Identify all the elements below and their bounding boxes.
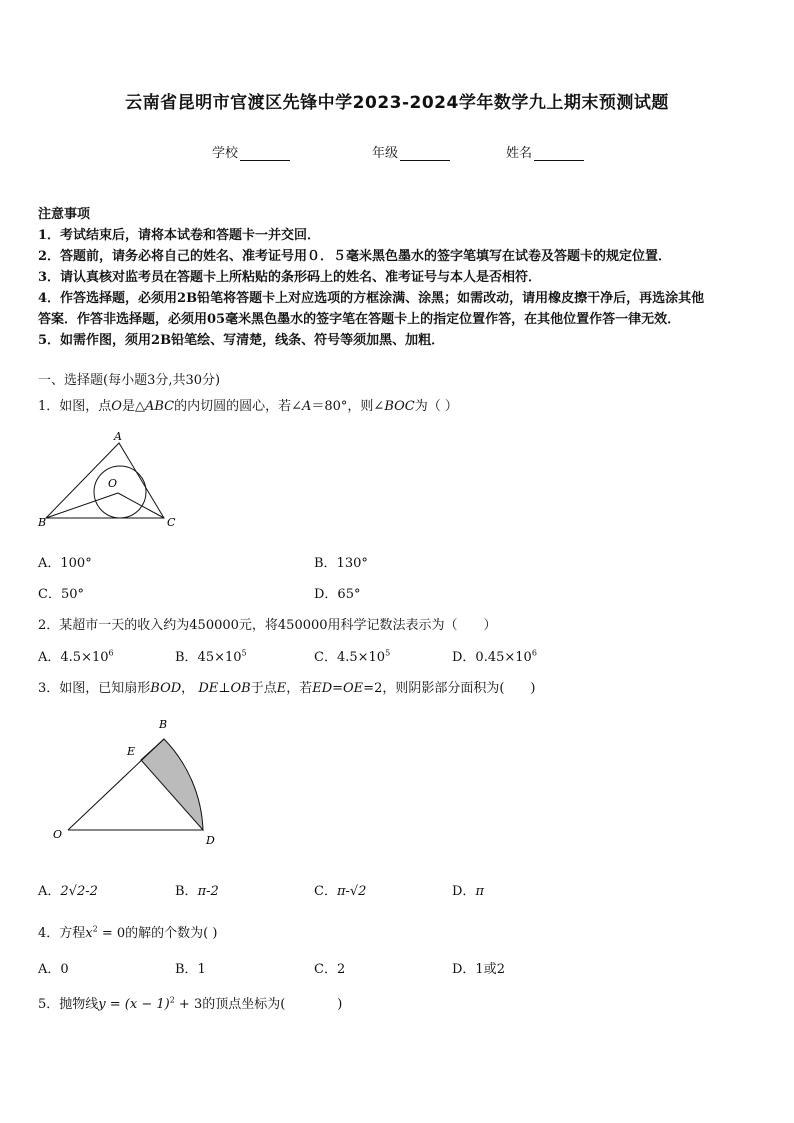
label-C: C bbox=[167, 516, 176, 529]
notes-heading: 注意事项 bbox=[38, 207, 91, 222]
note-item: 答案．作答非选择题，必须用05毫米黑色墨水的签字笔在答题卡上的指定位置作答，在其他位置作答一律无效． bbox=[38, 312, 681, 327]
question-3-figure bbox=[48, 714, 228, 850]
section-heading: 一、选择题(每小题3分,共30分) bbox=[38, 373, 221, 388]
grade-blank[interactable] bbox=[400, 148, 450, 161]
page-title: 云南省昆明市官渡区先锋中学2023-2024学年数学九上期末预测试题 bbox=[125, 93, 669, 113]
q4-option-d[interactable]: D．1或2 bbox=[452, 962, 505, 977]
school-blank[interactable] bbox=[240, 148, 290, 161]
q1-option-b[interactable]: B．130° bbox=[314, 556, 368, 571]
q1-option-d[interactable]: D．65° bbox=[314, 587, 361, 602]
label-A: A bbox=[114, 430, 122, 443]
q2-option-d[interactable]: D．$0.45\times 10^6$ bbox=[452, 648, 537, 665]
label-B: B bbox=[159, 718, 168, 731]
label-E: E bbox=[127, 745, 136, 758]
question-1-figure bbox=[34, 428, 184, 530]
note-item: 4．作答选择题，必须用2B铅笔将答题卡上对应选项的方框涂满、涂黑；如需改动，请用橡皮擦干净后，再选涂其他 bbox=[38, 291, 705, 306]
label-D: D bbox=[206, 834, 215, 847]
name-field bbox=[506, 142, 584, 161]
question-3-stem: 3．如图，已知扇形BOD， DE⊥OB于点E，若ED=OE=2，则阴影部分面积为( ) bbox=[38, 681, 536, 696]
name-blank[interactable] bbox=[534, 148, 584, 161]
question-1-stem: 1．如图，点O是△ABC的内切圆的圆心，若∠A＝80°，则∠BOC为（ ） bbox=[38, 399, 458, 414]
name-label: 姓名 bbox=[506, 146, 533, 161]
q2-option-b[interactable]: B．$45\times 10^5$ bbox=[175, 648, 247, 665]
q4-option-a[interactable]: A．0 bbox=[38, 962, 69, 977]
grade-field bbox=[372, 142, 450, 161]
question-4-stem: 4．方程$x^2 = 0$的解的个数为( ) bbox=[38, 924, 218, 941]
q1-option-c[interactable]: C．50° bbox=[38, 587, 84, 602]
note-item: 1．考试结束后，请将本试卷和答题卡一并交回． bbox=[38, 228, 321, 243]
q2-option-c[interactable]: C．$4.5\times 10^5$ bbox=[314, 648, 391, 665]
q3-option-b[interactable]: B．π-2 bbox=[175, 884, 219, 899]
note-item: 2．答题前，请务必将自己的姓名、准考证号用０．５毫米黑色墨水的签字笔填写在试卷及答题卡的规定位置． bbox=[38, 249, 672, 264]
q3-option-c[interactable]: C．π-√2 bbox=[314, 884, 367, 899]
label-O: O bbox=[108, 477, 118, 490]
question-2-stem: 2．某超市一天的收入约为450000元，将450000用科学记数法表示为（ ） bbox=[38, 618, 497, 633]
school-label: 学校 bbox=[212, 146, 239, 161]
label-B: B bbox=[38, 516, 47, 529]
q1-option-a[interactable]: A．100° bbox=[38, 556, 92, 571]
note-item: 3．请认真核对监考员在答题卡上所粘贴的条形码上的姓名、准考证号与本人是否相符． bbox=[38, 270, 542, 285]
q3-option-a[interactable]: A．2√2-2 bbox=[38, 884, 98, 899]
q4-option-c[interactable]: C．2 bbox=[314, 962, 346, 977]
question-5-stem: 5．抛物线$y = (x - 1)^2 + 3$的顶点坐标为( ) bbox=[38, 995, 343, 1012]
label-O: O bbox=[53, 828, 63, 841]
grade-label: 年级 bbox=[372, 146, 399, 161]
note-item: 5．如需作图，须用2B铅笔绘、写清楚，线条、符号等须加黑、加粗． bbox=[38, 333, 445, 348]
school-field bbox=[212, 142, 290, 161]
q4-option-b[interactable]: B．1 bbox=[175, 962, 206, 977]
q2-option-a[interactable]: A．$4.5\times 10^6$ bbox=[38, 648, 114, 665]
q3-option-d[interactable]: D．π bbox=[452, 884, 484, 899]
